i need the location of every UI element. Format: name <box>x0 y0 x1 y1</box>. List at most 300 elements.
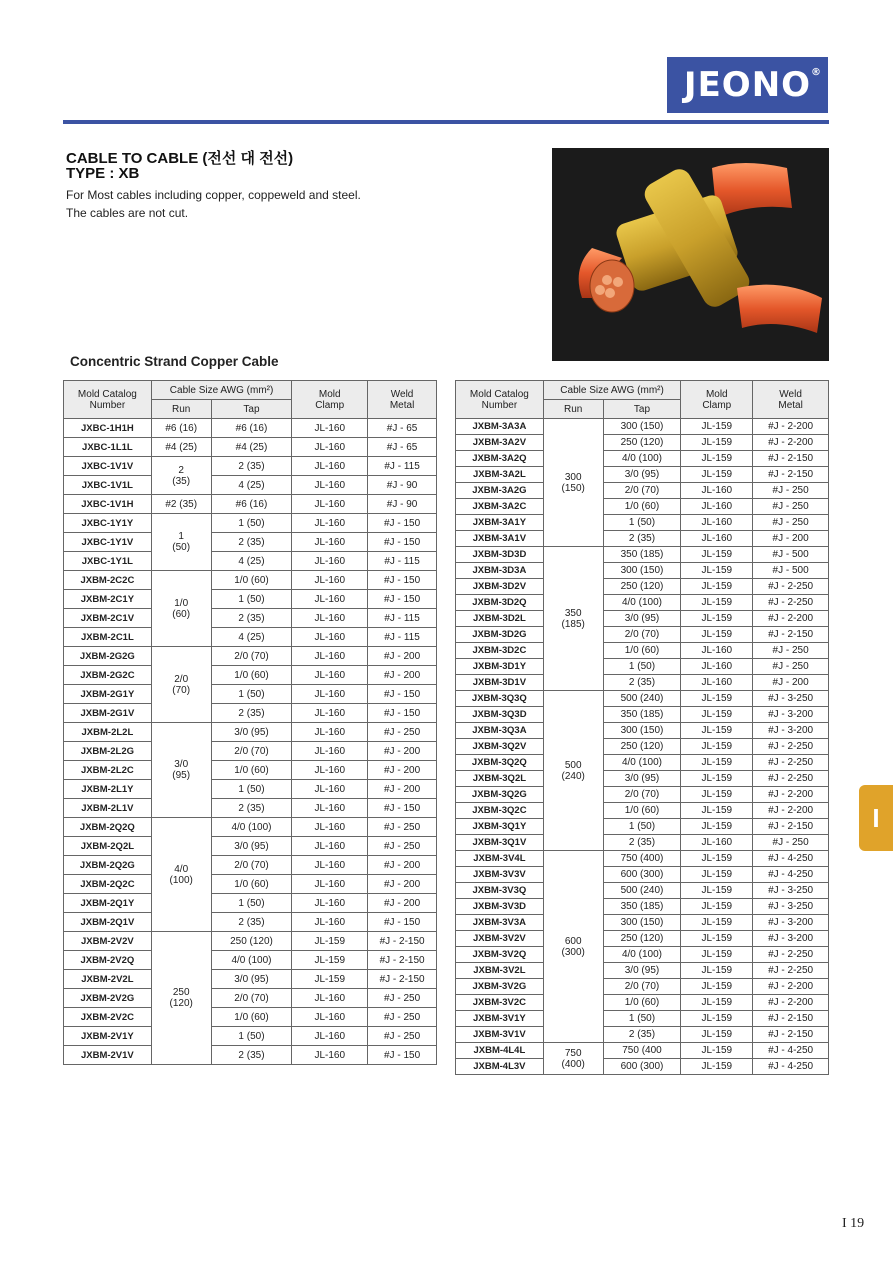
tap-size-cell: 350 (185) <box>603 707 681 723</box>
mold-clamp-cell: JL-159 <box>681 819 753 835</box>
run-size-cell: 300 (150) <box>543 419 603 547</box>
table-row <box>64 932 437 951</box>
tap-size-cell: 2 (35) <box>211 609 292 628</box>
table-row <box>456 739 829 755</box>
mold-clamp-cell: JL-160 <box>292 780 368 799</box>
table-row <box>456 579 829 595</box>
tap-size-cell: 300 (150) <box>603 419 681 435</box>
mold-clamp-cell: JL-159 <box>681 547 753 563</box>
weld-metal-cell: #J - 200 <box>753 675 829 691</box>
mold-clamp-cell: JL-160 <box>681 515 753 531</box>
table-row <box>456 899 829 915</box>
weld-metal-cell: #J - 2-150 <box>368 970 437 989</box>
weld-metal-cell: #J - 250 <box>368 837 437 856</box>
tap-size-cell: 2 (35) <box>603 531 681 547</box>
catalog-number-cell: JXBM-3A1V <box>456 531 544 547</box>
weld-metal-cell: #J - 2-250 <box>753 595 829 611</box>
table-row <box>64 856 437 875</box>
run-size-cell: 4/0 (100) <box>151 818 211 932</box>
catalog-number-cell: JXBM-3D2Q <box>456 595 544 611</box>
catalog-number-cell: JXBM-3A2G <box>456 483 544 499</box>
tap-size-cell: 2/0 (70) <box>603 483 681 499</box>
mold-clamp-cell: JL-160 <box>292 533 368 552</box>
mold-clamp-cell: JL-160 <box>681 499 753 515</box>
mold-clamp-cell: JL-160 <box>681 483 753 499</box>
mold-clamp-cell: JL-160 <box>292 913 368 932</box>
catalog-number-cell: JXBC-1V1L <box>64 476 152 495</box>
tap-size-cell: 2/0 (70) <box>603 979 681 995</box>
catalog-number-cell: JXBM-3D2V <box>456 579 544 595</box>
weld-metal-cell: #J - 250 <box>368 723 437 742</box>
weld-metal-cell: #J - 2-150 <box>368 932 437 951</box>
table-row <box>456 467 829 483</box>
mold-clamp-cell: JL-159 <box>681 995 753 1011</box>
catalog-number-cell: JXBM-3D3A <box>456 563 544 579</box>
mold-clamp-cell: JL-160 <box>292 552 368 571</box>
tap-size-cell: 600 (300) <box>603 1059 681 1075</box>
header-cable-size: Cable Size AWG (mm²) <box>543 381 681 400</box>
catalog-number-cell: JXBM-3V1V <box>456 1027 544 1043</box>
table-row <box>64 723 437 742</box>
catalog-number-cell: JXBM-2V2L <box>64 970 152 989</box>
catalog-number-cell: JXBM-3D2G <box>456 627 544 643</box>
weld-metal-cell: #J - 2-250 <box>753 947 829 963</box>
catalog-number-cell: JXBM-3D2C <box>456 643 544 659</box>
mold-clamp-cell: JL-159 <box>681 1059 753 1075</box>
table-row <box>456 803 829 819</box>
brand-logo <box>667 57 828 113</box>
table-row <box>456 755 829 771</box>
mold-clamp-cell: JL-159 <box>681 787 753 803</box>
tap-size-cell: 1 (50) <box>211 1027 292 1046</box>
tap-size-cell: 1/0 (60) <box>211 571 292 590</box>
mold-clamp-cell: JL-159 <box>681 627 753 643</box>
catalog-number-cell: JXBM-2L2L <box>64 723 152 742</box>
catalog-number-cell: JXBM-2C1V <box>64 609 152 628</box>
header-mold-clamp: Mold Clamp <box>681 381 753 419</box>
catalog-number-cell: JXBM-2Q1V <box>64 913 152 932</box>
tap-size-cell: 3/0 (95) <box>603 467 681 483</box>
catalog-number-cell: JXBM-3Q2G <box>456 787 544 803</box>
tap-size-cell: 600 (300) <box>603 867 681 883</box>
table-row <box>64 1046 437 1065</box>
table-row <box>456 595 829 611</box>
catalog-number-cell: JXBM-3V2C <box>456 995 544 1011</box>
table-row <box>64 742 437 761</box>
table-row <box>64 495 437 514</box>
mold-clamp-cell: JL-159 <box>681 947 753 963</box>
tap-size-cell: 300 (150) <box>603 723 681 739</box>
tap-size-cell: 1 (50) <box>211 894 292 913</box>
mold-clamp-cell: JL-160 <box>681 643 753 659</box>
catalog-number-cell: JXBC-1V1V <box>64 457 152 476</box>
table-row <box>64 533 437 552</box>
catalog-number-cell: JXBM-3V3A <box>456 915 544 931</box>
weld-metal-cell: #J - 150 <box>368 913 437 932</box>
description-line-1: For Most cables including copper, coppeweld and steel. <box>66 188 361 202</box>
tap-size-cell: 2/0 (70) <box>211 989 292 1008</box>
tap-size-cell: 4 (25) <box>211 552 292 571</box>
table-row <box>64 837 437 856</box>
mold-clamp-cell: JL-159 <box>681 867 753 883</box>
table-row <box>64 780 437 799</box>
mold-clamp-cell: JL-159 <box>681 723 753 739</box>
catalog-number-cell: JXBM-4L3V <box>456 1059 544 1075</box>
weld-metal-cell: #J - 150 <box>368 1046 437 1065</box>
mold-clamp-cell: JL-160 <box>292 1027 368 1046</box>
table-row <box>456 995 829 1011</box>
mold-clamp-cell: JL-160 <box>292 571 368 590</box>
mold-clamp-cell: JL-160 <box>681 531 753 547</box>
catalog-number-cell: JXBM-2L2C <box>64 761 152 780</box>
weld-metal-cell: #J - 150 <box>368 590 437 609</box>
catalog-number-cell: JXBM-3V3V <box>456 867 544 883</box>
weld-metal-cell: #J - 2-150 <box>753 1027 829 1043</box>
catalog-number-cell: JXBM-3V2L <box>456 963 544 979</box>
tap-size-cell: 2 (35) <box>211 799 292 818</box>
tap-size-cell: 1/0 (60) <box>603 499 681 515</box>
tap-size-cell: 4 (25) <box>211 628 292 647</box>
table-row <box>456 419 829 435</box>
table-row <box>456 563 829 579</box>
header-mold-clamp: Mold Clamp <box>292 381 368 419</box>
weld-metal-cell: #J - 3-250 <box>753 883 829 899</box>
weld-metal-cell: #J - 115 <box>368 457 437 476</box>
weld-metal-cell: #J - 3-200 <box>753 931 829 947</box>
weld-metal-cell: #J - 65 <box>368 419 437 438</box>
table-row <box>64 970 437 989</box>
run-size-cell: 750 (400) <box>543 1043 603 1075</box>
table-row <box>64 457 437 476</box>
run-size-cell: 350 (185) <box>543 547 603 691</box>
table-row <box>456 675 829 691</box>
table-row <box>64 609 437 628</box>
tap-size-cell: 1/0 (60) <box>603 995 681 1011</box>
mold-clamp-cell: JL-160 <box>292 495 368 514</box>
mold-clamp-cell: JL-159 <box>681 899 753 915</box>
mold-clamp-cell: JL-159 <box>681 803 753 819</box>
table-row <box>456 1027 829 1043</box>
table-row <box>64 875 437 894</box>
catalog-number-cell: JXBC-1L1L <box>64 438 152 457</box>
weld-metal-cell: #J - 4-250 <box>753 1059 829 1075</box>
weld-metal-cell: #J - 4-250 <box>753 867 829 883</box>
catalog-number-cell: JXBM-2Q2Q <box>64 818 152 837</box>
mold-clamp-cell: JL-159 <box>681 1027 753 1043</box>
weld-metal-cell: #J - 150 <box>368 514 437 533</box>
mold-clamp-cell: JL-160 <box>292 609 368 628</box>
weld-metal-cell: #J - 3-200 <box>753 915 829 931</box>
brand-name: JEONO <box>683 65 812 105</box>
weld-metal-cell: #J - 2-200 <box>753 435 829 451</box>
catalog-number-cell: JXBM-3Q2L <box>456 771 544 787</box>
tap-size-cell: 4/0 (100) <box>211 951 292 970</box>
tap-size-cell: 500 (240) <box>603 883 681 899</box>
weld-metal-cell: #J - 200 <box>368 647 437 666</box>
header-run: Run <box>543 400 603 419</box>
mold-clamp-cell: JL-159 <box>681 563 753 579</box>
mold-clamp-cell: JL-160 <box>292 457 368 476</box>
catalog-number-cell: JXBM-2G1V <box>64 704 152 723</box>
table-row <box>64 913 437 932</box>
weld-metal-cell: #J - 150 <box>368 799 437 818</box>
table-row <box>456 531 829 547</box>
tap-size-cell: 2 (35) <box>211 533 292 552</box>
table-row <box>456 707 829 723</box>
mold-clamp-cell: JL-160 <box>292 837 368 856</box>
tap-size-cell: 1 (50) <box>603 819 681 835</box>
table-row <box>456 787 829 803</box>
weld-metal-cell: #J - 3-250 <box>753 899 829 915</box>
weld-metal-cell: #J - 4-250 <box>753 851 829 867</box>
catalog-number-cell: JXBM-2V1Y <box>64 1027 152 1046</box>
tap-size-cell: 1 (50) <box>211 780 292 799</box>
weld-metal-cell: #J - 2-200 <box>753 995 829 1011</box>
mold-clamp-cell: JL-159 <box>681 915 753 931</box>
registered-mark: ® <box>811 67 822 78</box>
weld-metal-cell: #J - 150 <box>368 533 437 552</box>
mold-clamp-cell: JL-159 <box>292 951 368 970</box>
table-row <box>456 771 829 787</box>
tap-size-cell: 4/0 (100) <box>603 451 681 467</box>
table-row <box>64 1027 437 1046</box>
catalog-number-cell: JXBM-3V3D <box>456 899 544 915</box>
weld-metal-cell: #J - 2-250 <box>753 579 829 595</box>
tap-size-cell: 4/0 (100) <box>603 947 681 963</box>
tap-size-cell: 1 (50) <box>211 685 292 704</box>
tap-size-cell: 1/0 (60) <box>211 1008 292 1027</box>
run-size-cell: #4 (25) <box>151 438 211 457</box>
catalog-number-cell: JXBC-1V1H <box>64 495 152 514</box>
table-row <box>456 1011 829 1027</box>
mold-clamp-cell: JL-160 <box>292 438 368 457</box>
weld-metal-cell: #J - 3-200 <box>753 723 829 739</box>
weld-metal-cell: #J - 90 <box>368 476 437 495</box>
tap-size-cell: 4/0 (100) <box>211 818 292 837</box>
run-size-cell: 600 (300) <box>543 851 603 1043</box>
catalog-number-cell: JXBM-2V2V <box>64 932 152 951</box>
table-row <box>456 627 829 643</box>
catalog-number-cell: JXBM-2Q2G <box>64 856 152 875</box>
catalog-number-cell: JXBM-3V3Q <box>456 883 544 899</box>
tap-size-cell: 1 (50) <box>603 659 681 675</box>
catalog-number-cell: JXBM-2C2C <box>64 571 152 590</box>
table-row <box>456 979 829 995</box>
section-title: Concentric Strand Copper Cable <box>70 354 279 369</box>
mold-clamp-cell: JL-159 <box>681 419 753 435</box>
table-row <box>64 666 437 685</box>
mold-clamp-cell: JL-159 <box>681 771 753 787</box>
mold-clamp-cell: JL-160 <box>681 659 753 675</box>
header-catalog: Mold Catalog Number <box>64 381 152 419</box>
weld-metal-cell: #J - 200 <box>368 875 437 894</box>
catalog-number-cell: JXBM-2V2G <box>64 989 152 1008</box>
mold-clamp-cell: JL-160 <box>292 818 368 837</box>
mold-clamp-cell: JL-160 <box>292 476 368 495</box>
tap-size-cell: 250 (120) <box>603 435 681 451</box>
tap-size-cell: 2 (35) <box>603 675 681 691</box>
catalog-number-cell: JXBM-3V2Q <box>456 947 544 963</box>
catalog-number-cell: JXBM-3A3A <box>456 419 544 435</box>
catalog-number-cell: JXBM-3Q1Y <box>456 819 544 835</box>
tap-size-cell: 3/0 (95) <box>211 723 292 742</box>
tap-size-cell: 750 (400) <box>603 851 681 867</box>
header-weld-metal: Weld Metal <box>753 381 829 419</box>
weld-metal-cell: #J - 250 <box>753 835 829 851</box>
mold-clamp-cell: JL-160 <box>292 647 368 666</box>
mold-clamp-cell: JL-159 <box>681 595 753 611</box>
mold-clamp-cell: JL-159 <box>681 691 753 707</box>
mold-clamp-cell: JL-159 <box>681 883 753 899</box>
catalog-number-cell: JXBC-1Y1V <box>64 533 152 552</box>
weld-metal-cell: #J - 3-250 <box>753 691 829 707</box>
catalog-number-cell: JXBM-3Q2C <box>456 803 544 819</box>
catalog-number-cell: JXBM-3Q3Q <box>456 691 544 707</box>
tap-size-cell: 1/0 (60) <box>603 643 681 659</box>
catalog-number-cell: JXBM-3D3D <box>456 547 544 563</box>
table-row <box>456 867 829 883</box>
weld-metal-cell: #J - 2-150 <box>753 467 829 483</box>
tap-size-cell: 2 (35) <box>211 1046 292 1065</box>
table-row <box>456 963 829 979</box>
tap-size-cell: 250 (120) <box>603 579 681 595</box>
mold-clamp-cell: JL-160 <box>292 989 368 1008</box>
mold-clamp-cell: JL-160 <box>292 419 368 438</box>
mold-clamp-cell: JL-160 <box>292 590 368 609</box>
mold-clamp-cell: JL-159 <box>681 579 753 595</box>
weld-metal-cell: #J - 250 <box>753 643 829 659</box>
table-row <box>64 590 437 609</box>
mold-clamp-cell: JL-159 <box>681 739 753 755</box>
weld-metal-cell: #J - 250 <box>368 989 437 1008</box>
mold-clamp-cell: JL-159 <box>292 932 368 951</box>
table-row <box>64 552 437 571</box>
catalog-number-cell: JXBM-4L4L <box>456 1043 544 1059</box>
tap-size-cell: #6 (16) <box>211 495 292 514</box>
left-spec-table <box>63 380 437 1065</box>
weld-metal-cell: #J - 2-150 <box>753 627 829 643</box>
tap-size-cell: 300 (150) <box>603 563 681 579</box>
catalog-number-cell: JXBM-3Q2Q <box>456 755 544 771</box>
weld-metal-cell: #J - 150 <box>368 685 437 704</box>
weld-metal-cell: #J - 115 <box>368 552 437 571</box>
weld-metal-cell: #J - 2-150 <box>368 951 437 970</box>
weld-metal-cell: #J - 250 <box>753 515 829 531</box>
mold-clamp-cell: JL-159 <box>681 707 753 723</box>
tap-size-cell: 3/0 (95) <box>603 611 681 627</box>
weld-metal-cell: #J - 2-200 <box>753 611 829 627</box>
catalog-number-cell: JXBM-3Q1V <box>456 835 544 851</box>
weld-metal-cell: #J - 2-250 <box>753 755 829 771</box>
catalog-number-cell: JXBC-1H1H <box>64 419 152 438</box>
mold-clamp-cell: JL-160 <box>681 675 753 691</box>
table-row <box>64 704 437 723</box>
tap-size-cell: 1/0 (60) <box>211 666 292 685</box>
catalog-number-cell: JXBM-3D1V <box>456 675 544 691</box>
weld-metal-cell: #J - 115 <box>368 628 437 647</box>
catalog-number-cell: JXBM-2V1V <box>64 1046 152 1065</box>
table-row <box>456 723 829 739</box>
catalog-number-cell: JXBM-3V2G <box>456 979 544 995</box>
table-row <box>456 931 829 947</box>
chapter-tab[interactable]: I <box>859 785 893 851</box>
table-row <box>64 799 437 818</box>
run-size-cell: 2 (35) <box>151 457 211 495</box>
tap-size-cell: 1 (50) <box>211 514 292 533</box>
tap-size-cell: 350 (185) <box>603 899 681 915</box>
catalog-number-cell: JXBM-2G1Y <box>64 685 152 704</box>
catalog-number-cell: JXBM-3A2Q <box>456 451 544 467</box>
catalog-number-cell: JXBM-2Q1Y <box>64 894 152 913</box>
tap-size-cell: 3/0 (95) <box>211 837 292 856</box>
catalog-number-cell: JXBM-2V2Q <box>64 951 152 970</box>
table-row <box>456 435 829 451</box>
tap-size-cell: 1/0 (60) <box>211 875 292 894</box>
weld-metal-cell: #J - 90 <box>368 495 437 514</box>
weld-metal-cell: #J - 2-200 <box>753 979 829 995</box>
weld-metal-cell: #J - 2-150 <box>753 451 829 467</box>
table-row <box>456 883 829 899</box>
table-row <box>64 647 437 666</box>
weld-metal-cell: #J - 250 <box>753 499 829 515</box>
tap-size-cell: 2 (35) <box>603 835 681 851</box>
tap-size-cell: 250 (120) <box>603 931 681 947</box>
catalog-number-cell: JXBC-1Y1Y <box>64 514 152 533</box>
mold-clamp-cell: JL-160 <box>292 742 368 761</box>
weld-metal-cell: #J - 150 <box>368 704 437 723</box>
tap-size-cell: 1 (50) <box>603 1011 681 1027</box>
mold-clamp-cell: JL-160 <box>681 835 753 851</box>
table-row <box>64 514 437 533</box>
mold-clamp-cell: JL-160 <box>292 666 368 685</box>
weld-metal-cell: #J - 500 <box>753 547 829 563</box>
table-row <box>64 1008 437 1027</box>
weld-metal-cell: #J - 250 <box>368 1027 437 1046</box>
mold-clamp-cell: JL-159 <box>681 451 753 467</box>
run-size-cell: #2 (35) <box>151 495 211 514</box>
catalog-number-cell: JXBM-2G2C <box>64 666 152 685</box>
tap-size-cell: 3/0 (95) <box>603 771 681 787</box>
table-row <box>456 611 829 627</box>
weld-metal-cell: #J - 2-200 <box>753 803 829 819</box>
table-row <box>64 951 437 970</box>
tap-size-cell: 1 (50) <box>603 515 681 531</box>
mold-clamp-cell: JL-160 <box>292 685 368 704</box>
weld-metal-cell: #J - 500 <box>753 563 829 579</box>
table-row <box>456 659 829 675</box>
table-row <box>64 628 437 647</box>
tap-size-cell: 4/0 (100) <box>603 755 681 771</box>
table-row <box>64 438 437 457</box>
catalog-number-cell: JXBM-2L1Y <box>64 780 152 799</box>
run-size-cell: 250 (120) <box>151 932 211 1065</box>
weld-metal-cell: #J - 200 <box>368 742 437 761</box>
catalog-number-cell: JXBM-3Q3A <box>456 723 544 739</box>
weld-metal-cell: #J - 2-150 <box>753 819 829 835</box>
weld-metal-cell: #J - 2-150 <box>753 1011 829 1027</box>
table-row <box>456 851 829 867</box>
mold-clamp-cell: JL-160 <box>292 1046 368 1065</box>
mold-clamp-cell: JL-160 <box>292 628 368 647</box>
table-row <box>64 571 437 590</box>
tap-size-cell: 2 (35) <box>603 1027 681 1043</box>
table-row <box>456 515 829 531</box>
mold-clamp-cell: JL-160 <box>292 761 368 780</box>
mold-clamp-cell: JL-160 <box>292 723 368 742</box>
tap-size-cell: 2/0 (70) <box>211 647 292 666</box>
table-row <box>456 691 829 707</box>
right-spec-table <box>455 380 829 1075</box>
